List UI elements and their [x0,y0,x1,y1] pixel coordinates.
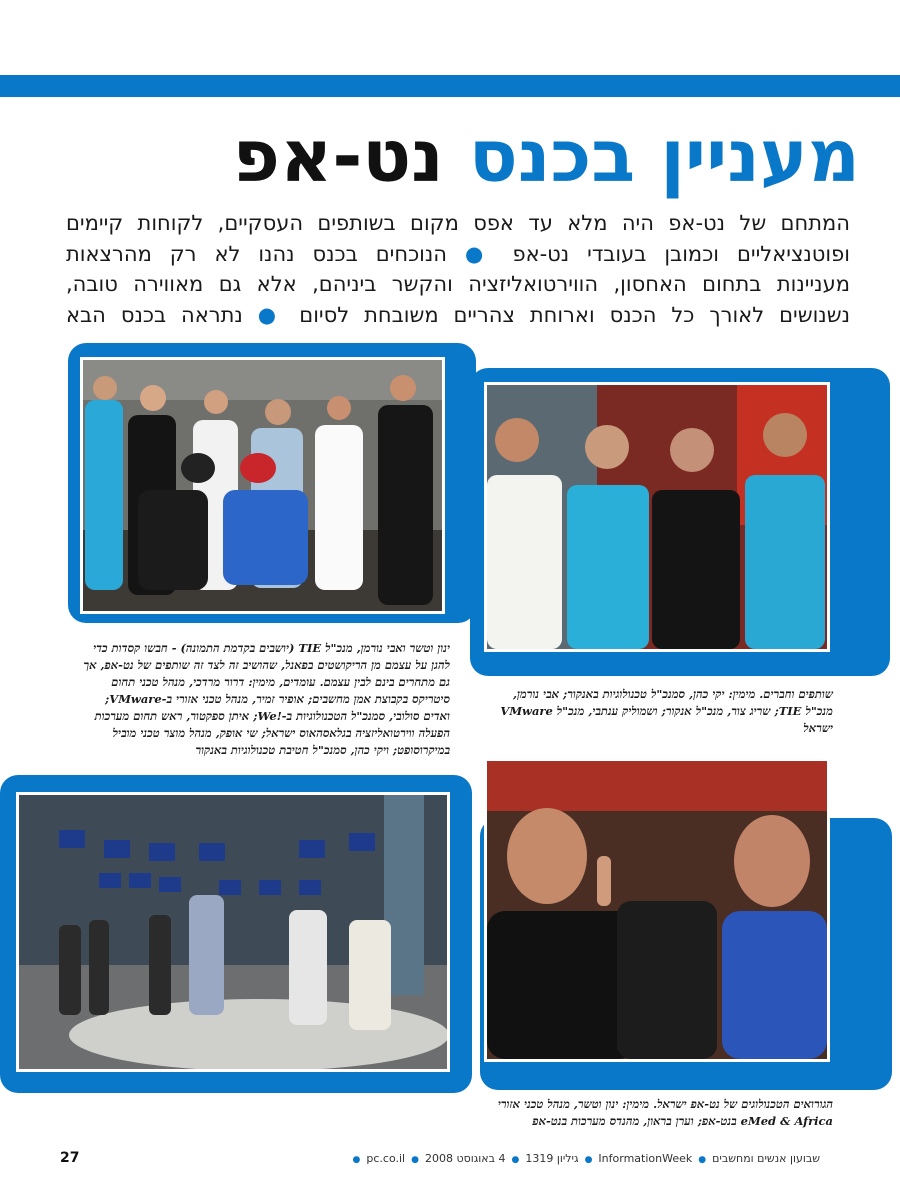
caption-top-right: שותפים וחברים. מימין: יקי כהן, סמנכ"ל טכנולוגיות באנקור; אבי נורמן, מנכ"ל TIE; שריג צור, מנכ"ל אנקור; ושמוליק ענתבי, מנכ"ל VMware ישראל [500,687,833,735]
photo-partners-friends [484,382,830,652]
footer-site: pc.co.il [366,1152,406,1165]
bullet-icon: ● [464,241,495,266]
lede-line-2b: הנוכחים בכנס נהנו לא רק מהרצאות [66,241,448,266]
bullet-icon: ● [411,1155,419,1165]
lede-line-2a: ופוטנציאליים וכמובן בעובדי נט-אפ [512,241,850,266]
bullet-icon: ● [511,1155,520,1165]
footer-brand: InformationWeek [598,1152,693,1165]
page-number: 27 [60,1150,80,1166]
caption-top-left: ינון וטשר ואבי נורמן, מנכ"ל TIE (יושבים בקדמת התמונה) - חבשו קסדות כדי להגן על עצמם מן הריקושטים בפאנל, שהושיב זה לצד זה שותפים של נט-אפ, אך גם מתחרים בינם לבין עצמם. עומדים, מימין: דרור מרדכי, מנהל טכני תחום סיטריקס בקבוצת אמן מחשבים; אופיר זמיר, מנהל טכני אזורי ב-VMware; ואדים סולובי, סמנכ"ל הטכנולוגיות ב-!We; איתן ספקטור, ראש תחום מערכות הפעלה ווירטואליזציה בגלאסהאוס ישראל; שי אופק, מנהל מוצר טכני מוביל במיקרוסופט; ויקי כהן, סמנכ"ל חטיבת טכנולוגיות באנקור [83,641,450,757]
footer-publication: שבועון אנשים ומחשבים [712,1152,820,1165]
headline-blue-part: מעניין בכנס [468,114,860,198]
lede-line-4a: נשנושים לאורך כל הכנס וארוחת צהריים משובחת לסיום [299,302,850,327]
caption-bottom-right: הגורואים הטכנולוגים של נט-אפ ישראל. מימין: ינון וטשר, מנהל טכני אזורי eMed & Africa בנט-אפ; וערן בראון, מהנדס מערכות בנט-אפ [497,1097,833,1128]
headline-black-part: נט-אפ [232,114,444,198]
lede-paragraph [66,208,850,330]
photo-exhibition-hall [16,792,450,1072]
bullet-icon: ● [352,1155,361,1165]
photo-tech-gurus [484,758,830,1062]
page-headline [233,108,860,204]
bullet-icon: ● [698,1155,707,1165]
footer-issue: גיליון 1319 [525,1152,579,1165]
bullet-icon: ● [584,1155,593,1165]
footer-date: 4 באוגוסט 2008 [424,1152,506,1165]
lede-line-1: המתחם של נט-אפ היה מלא עד אפס מקום בשותפים העסקיים, לקוחות קיימים [66,211,850,235]
page-footer [60,1150,820,1166]
lede-line-3: מעניינות בתחום האחסון, הווירטואליזציה והקשר ביניהם, אלא גם מאווירה טובה, [66,272,850,296]
photo-panel-helmets [80,357,445,614]
top-color-band [0,75,900,97]
bullet-icon: ● [257,302,285,327]
lede-line-4b: נתראה בכנס הבא [66,302,243,327]
